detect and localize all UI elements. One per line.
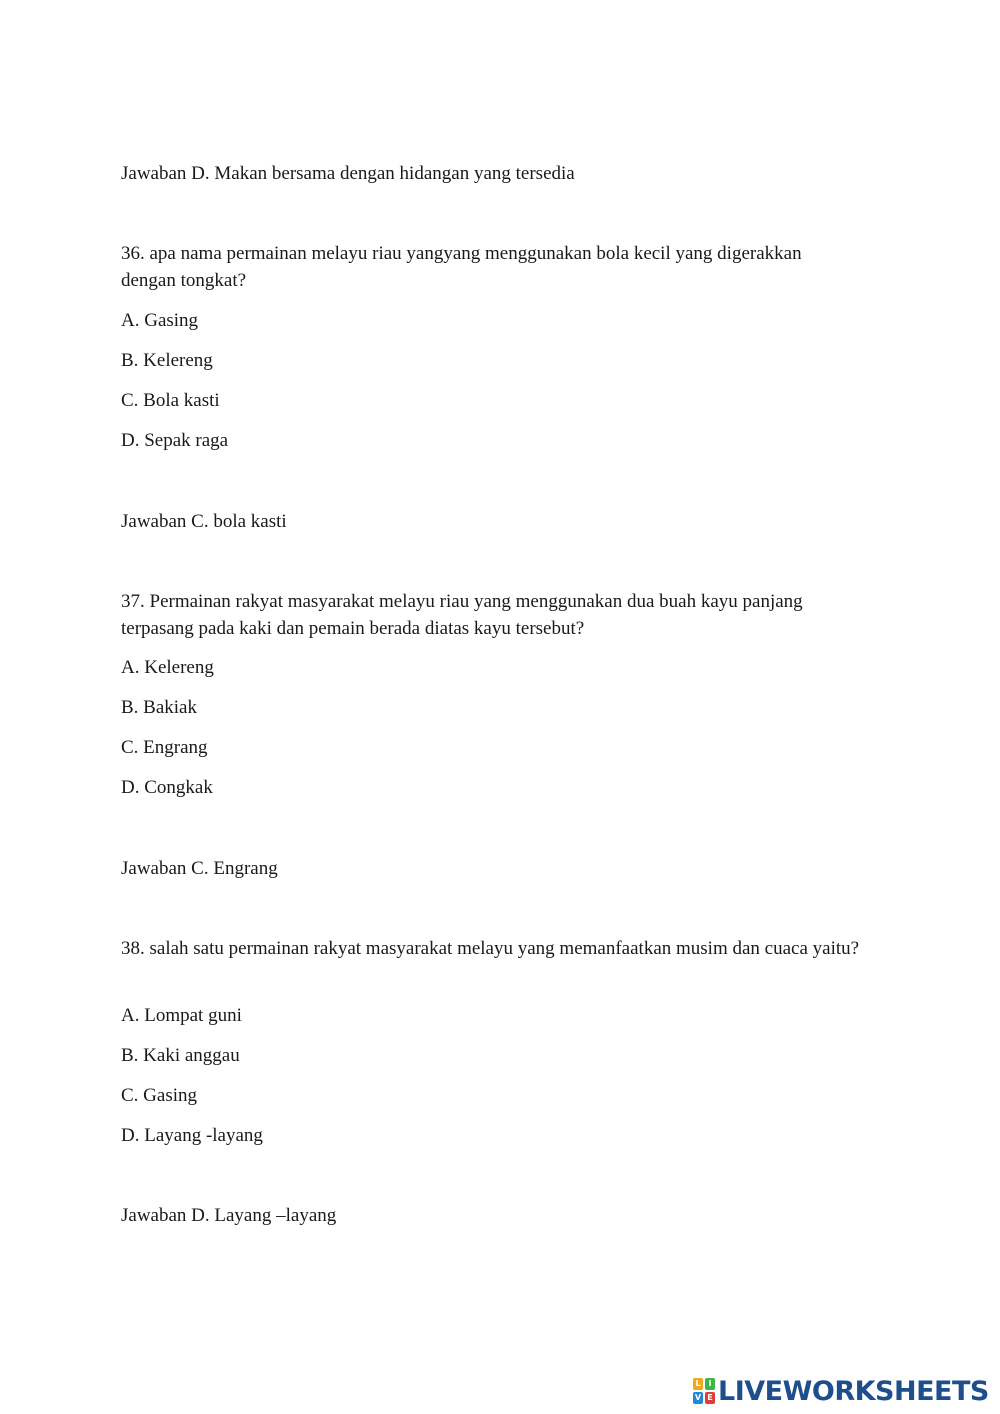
liveworksheets-icon [693,1378,715,1404]
q38-option-a: A. Lompat guni [121,1005,242,1026]
question-38: 38. salah satu permainan rakyat masyarakat melayu yang memanfaatkan musim dan cuaca yaitu? [121,938,860,959]
logo-block-i: I [705,1378,715,1390]
q36-option-d: D. Sepak raga [121,430,229,451]
q36-option-b: B. Kelereng [121,350,213,371]
q37-answer: Jawaban C. Engrang [121,858,278,879]
previous-answer: Jawaban D. Makan bersama dengan hidangan yang tersedia [121,163,575,184]
q36-option-c: C. Bola kasti [121,390,220,411]
liveworksheets-logo [693,1376,989,1406]
logo-block-e: E [705,1392,715,1404]
brand-name: LIVEWORKSHEETS [718,1375,989,1407]
q37-option-a: A. Kelereng [121,657,214,678]
q38-option-b: B. Kaki anggau [121,1045,240,1066]
q36-answer: Jawaban C. bola kasti [121,511,287,532]
logo-block-l: L [693,1378,703,1390]
q38-option-d: D. Layang -layang [121,1125,263,1146]
q38-option-c: C. Gasing [121,1085,197,1106]
logo-block-v: V [694,1393,702,1402]
q38-answer: Jawaban D. Layang –layang [121,1205,337,1226]
q37-option-d: D. Congkak [121,777,213,798]
question-37: 37. Permainan rakyat masyarakat melayu riau yang menggunakan dua buah kayu panjang terpasang pada kaki dan pemain berada diatas kayu tersebut? [121,591,803,639]
q37-option-b: B. Bakiak [121,697,197,718]
q37-option-c: C. Engrang [121,737,208,758]
q36-option-a: A. Gasing [121,310,199,331]
question-36: 36. apa nama permainan melayu riau yangyang menggunakan bola kecil yang digerakkan dengan tongkat? [121,243,802,291]
